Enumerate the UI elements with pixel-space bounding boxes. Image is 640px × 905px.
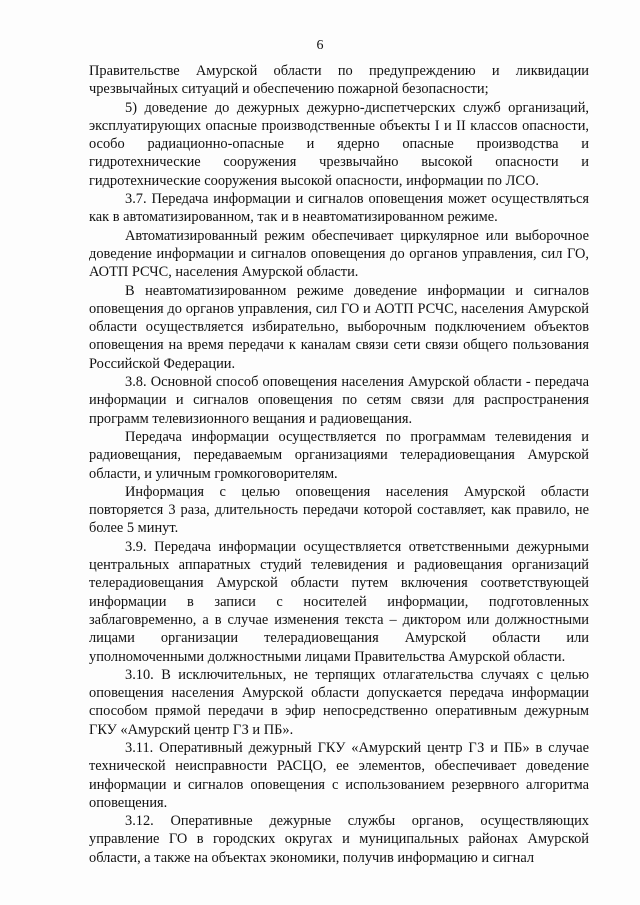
paragraph: Передача информации осуществляется по программам телевидения и радиовещания, передаваемым организациями телерадиовещания Амурской области, и уличным громкоговорителям. xyxy=(89,428,589,482)
paragraph: 3.9. Передача информации осуществляется ответственными дежурными центральных аппаратных студий телевидения и радиовещания организаций телерадиовещания Амурской области путем включения соответствующей информации в записи с носителей информации, подготовленных заблаговременно, а в случае изменения текста – диктором или должностными лицами организации телерадиовещания Амурской области или уполномоченными должностными лицами Правительства Амурской области. xyxy=(89,538,589,665)
document-body xyxy=(89,62,589,867)
paragraph: Правительстве Амурской области по предупреждению и ликвидации чрезвычайных ситуаций и обеспечению пожарной безопасности; xyxy=(89,63,589,98)
paragraph: Информация с целью оповещения населения Амурской области повторяется 3 раза, длительность передачи которой составляет, как правило, не более 5 минут. xyxy=(89,483,589,537)
paragraph: 5) доведение до дежурных дежурно-диспетчерских служб организаций, эксплуатирующих опасные производственные объекты I и II классов опасности, особо радиационно-опасные и ядерно опасные производства и гидротехнические сооружения чрезвычайно высокой опасности и гидротехнические сооружения высокой опасности, информации по ЛСО. xyxy=(89,99,589,189)
paragraph: 3.12. Оперативные дежурные службы органов, осуществляющих управление ГО в городских округах и муниципальных районах Амурской области, а также на объектах экономики, получив информацию и сигнал xyxy=(89,813,589,866)
page-number: 6 xyxy=(316,38,324,53)
paragraph: 3.7. Передача информации и сигналов оповещения может осуществляться как в автоматизированном, так и в неавтоматизированном режиме. xyxy=(89,191,589,226)
paragraph: 3.11. Оперативный дежурный ГКУ «Амурский центр ГЗ и ПБ» в случае технической неисправности РАСЦО, ее элементов, обеспечивает доведение информации и сигналов оповещения с использованием резервного алгоритма оповещения. xyxy=(89,739,589,811)
paragraph: 3.10. В исключительных, не терпящих отлагательства случаях с целью оповещения населения Амурской области допускается передача информации способом прямой передачи в эфир непосредственно оперативным дежурным ГКУ «Амурский центр ГЗ и ПБ». xyxy=(89,666,589,738)
paragraph: Автоматизированный режим обеспечивает циркулярное или выборочное доведение информации и сигналов оповещения до органов управления, сил ГО, АОТП РСЧС, населения Амурской области. xyxy=(89,227,589,281)
paragraph: 3.8. Основной способ оповещения населения Амурской области - передача информации и сигналов оповещения по сетям связи для распространения программ телевизионного вещания и радиовещания. xyxy=(89,374,589,427)
paragraph: В неавтоматизированном режиме доведение информации и сигналов оповещения до органов управления, сил ГО и АОТП РСЧС, населения Амурской области осуществляется избирательно, выборочным подключением объектов оповещения на время передачи к каналам связи сети связи общего пользования Российской Федерации. xyxy=(89,282,589,372)
